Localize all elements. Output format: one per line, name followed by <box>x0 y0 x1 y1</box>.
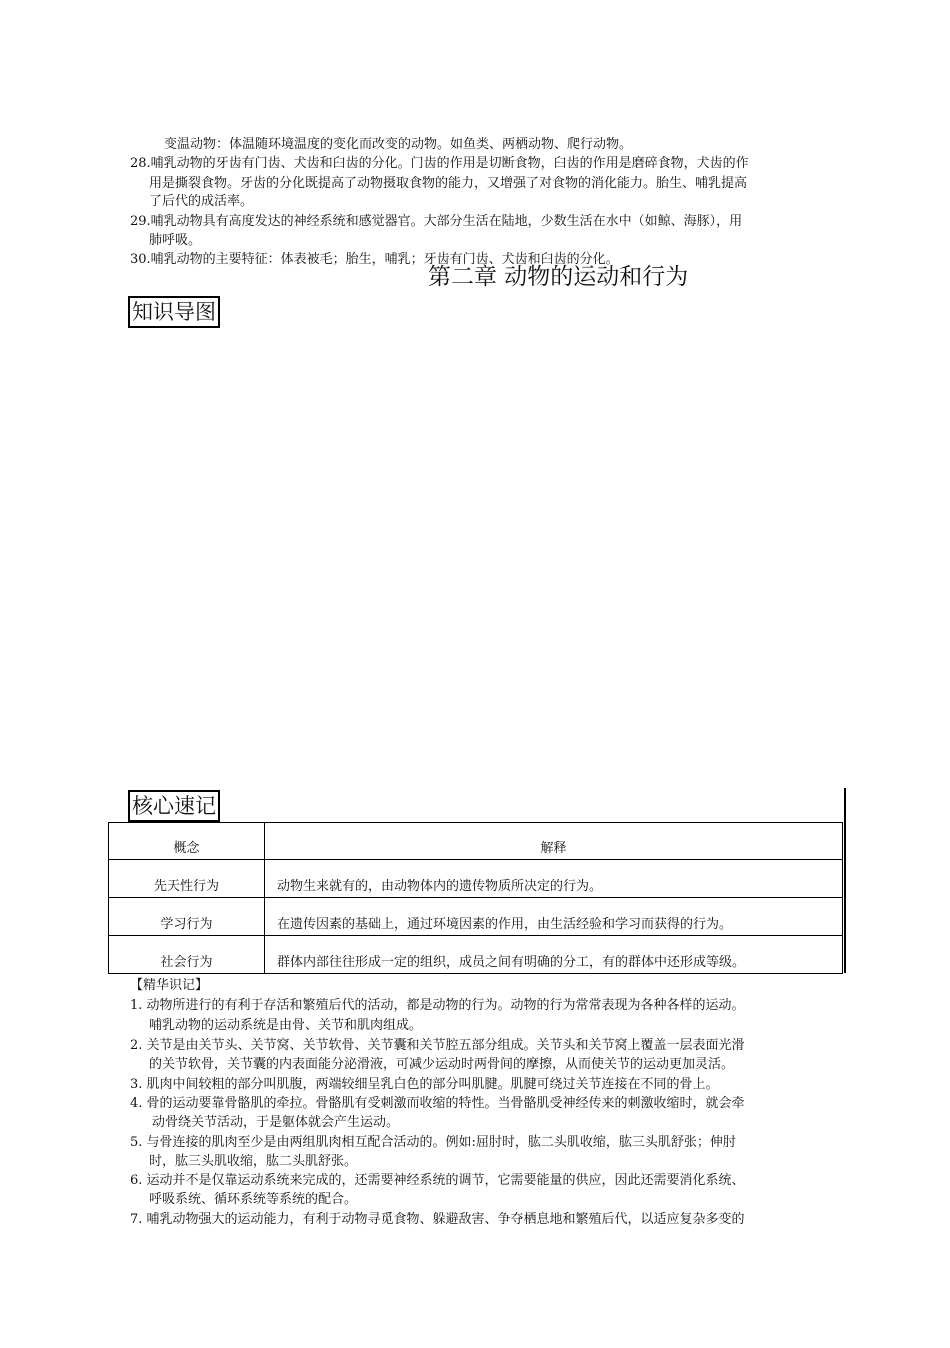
essential-item-1: 1. 动物所进行的有利于存活和繁殖后代的活动，都是动物的行为。动物的行为常常表现为各种各样的运动。 <box>130 998 745 1013</box>
text-line-item-28: 28.哺乳动物的牙齿有门齿、犬齿和臼齿的分化。门齿的作用是切断食物，臼齿的作用是磨碎食物，犬齿的作 <box>130 156 749 171</box>
chapter-title: 第二章 动物的运动和行为 <box>428 264 689 290</box>
text-line-endotherm: 变温动物：体温随环境温度的变化而改变的动物。如鱼类、两栖动物、爬行动物。 <box>164 137 633 152</box>
row-explanation: 在遗传因素的基础上，通过环境因素的作用，由生活经验和学习而获得的行为。 <box>265 898 843 936</box>
essential-item-6-cont: 呼吸系统、循环系统等系统的配合。 <box>149 1192 358 1207</box>
text-line-item-28-cont: 用是撕裂食物。牙齿的分化既提高了动物摄取食物的能力，又增强了对食物的消化能力。胎生、哺乳提高 <box>149 176 748 191</box>
core-heading: 核心速记 <box>128 790 220 822</box>
table-row <box>109 936 843 974</box>
essential-item-5-cont: 时，肱三头肌收缩，肱二头肌舒张。 <box>149 1154 358 1169</box>
text-line-item-29-cont: 肺呼吸。 <box>149 233 202 248</box>
concept-table <box>108 822 843 974</box>
text-line-item-28-cont2: 了后代的成活率。 <box>149 194 254 209</box>
row-explanation: 动物生来就有的，由动物体内的遗传物质所决定的行为。 <box>265 860 843 898</box>
row-explanation: 群体内部往往形成一定的组织，成员之间有明确的分工，有的群体中还形成等级。 <box>265 936 843 974</box>
essential-item-1-cont: 哺乳动物的运动系统是由骨、关节和肌肉组成。 <box>149 1018 423 1033</box>
table-row <box>109 898 843 936</box>
knowledge-map-heading: 知识导图 <box>128 296 220 328</box>
header-explanation: 解释 <box>265 823 843 860</box>
text-line-item-30: 30.哺乳动物的主要特征：体表被毛；胎生，哺乳；牙齿有门齿、犬齿和臼齿的分化。 <box>130 252 619 267</box>
text-line-item-29: 29.哺乳动物具有高度发达的神经系统和感觉器官。大部分生活在陆地，少数生活在水中（如鲸、海豚），用 <box>130 214 743 229</box>
table-header-row <box>109 823 843 860</box>
essential-item-2-cont: 的关节软骨，关节囊的内表面能分泌滑液，可减少运动时两骨间的摩擦，从而使关节的运动更加灵活。 <box>149 1057 735 1072</box>
header-concept: 概念 <box>109 823 265 860</box>
essential-item-4-cont: 动骨绕关节活动，于是躯体就会产生运动。 <box>152 1115 400 1130</box>
essential-item-4: 4. 骨的运动要靠骨骼肌的牵拉。骨骼肌有受刺激而收缩的特性。当骨骼肌受神经传来的刺激收缩时，就会牵 <box>130 1096 745 1111</box>
row-term: 社会行为 <box>109 936 265 974</box>
essential-item-2: 2. 关节是由关节头、关节窝、关节软骨、关节囊和关节腔五部分组成。关节头和关节窝上覆盖一层表面光滑 <box>130 1038 745 1053</box>
row-term: 先天性行为 <box>109 860 265 898</box>
essential-item-6: 6. 运动并不是仅靠运动系统来完成的，还需要神经系统的调节，它需要能量的供应，因此还需要消化系统、 <box>130 1173 745 1188</box>
essential-item-5: 5. 与骨连接的肌肉至少是由两组肌肉相互配合活动的。例如:屈肘时，肱二头肌收缩，肱三头肌舒张；伸肘 <box>130 1135 736 1150</box>
essentials-heading: 【精华识记】 <box>130 978 209 993</box>
right-rule <box>844 788 846 973</box>
row-term: 学习行为 <box>109 898 265 936</box>
essential-item-7: 7. 哺乳动物强大的运动能力，有利于动物寻觅食物、躲避敌害、争夺栖息地和繁殖后代，以适应复杂多变的 <box>130 1212 745 1227</box>
table-row <box>109 860 843 898</box>
essential-item-3: 3. 肌肉中间较粗的部分叫肌腹，两端较细呈乳白色的部分叫肌腱。肌腱可绕过关节连接在不同的骨上。 <box>130 1077 719 1092</box>
